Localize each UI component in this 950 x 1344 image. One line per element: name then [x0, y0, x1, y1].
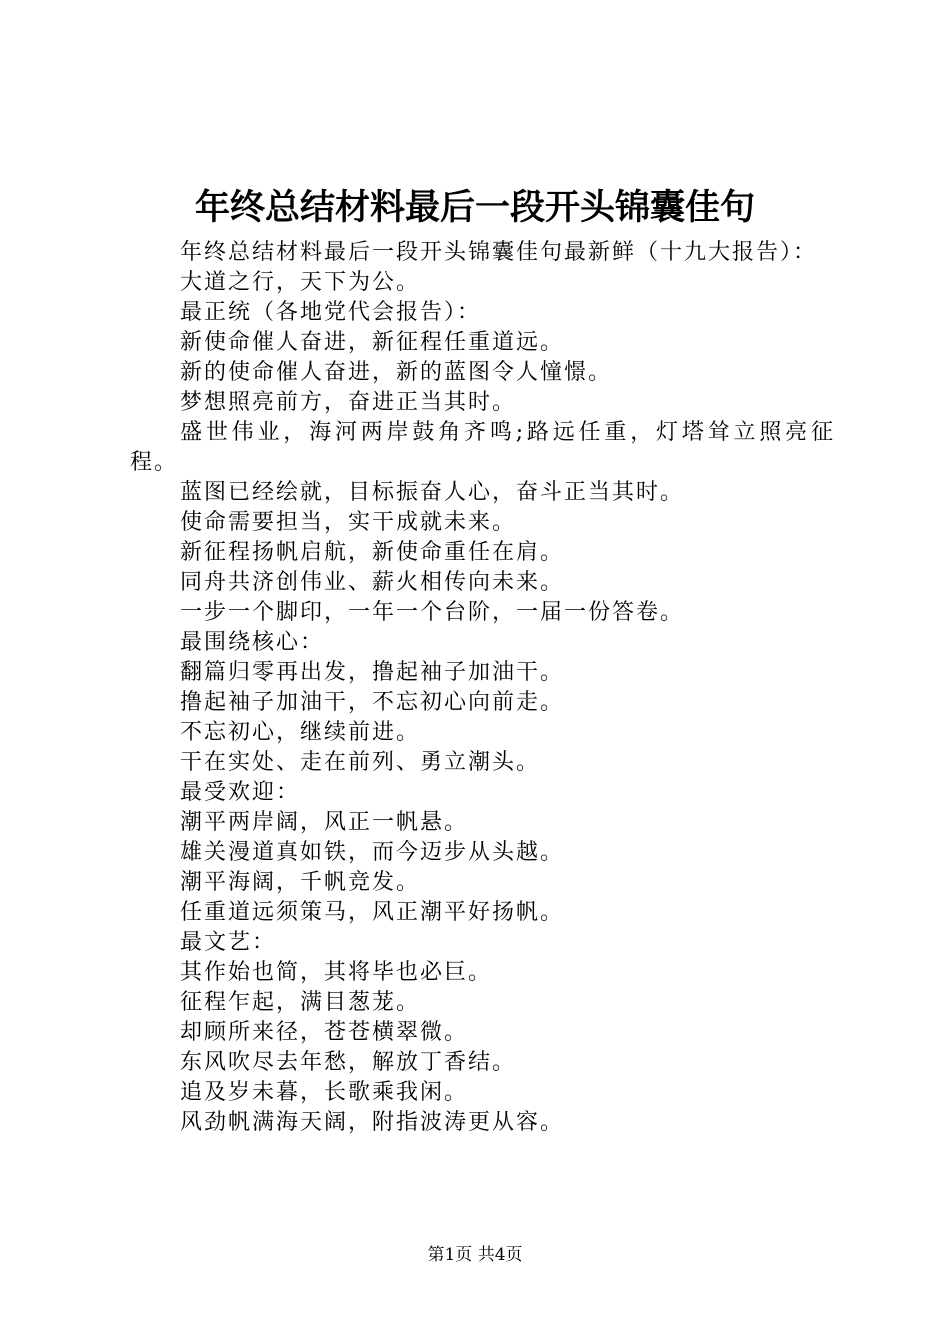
- paragraph: 最围绕核心：: [180, 630, 325, 655]
- paragraph: 梦想照亮前方，奋进正当其时。: [180, 390, 517, 415]
- paragraph: 潮平两岸阔，风正一帆悬。: [180, 810, 469, 835]
- paragraph: 追及岁未暮，长歌乘我闲。: [180, 1080, 469, 1105]
- paragraph: 干在实处、走在前列、勇立潮头。: [180, 750, 541, 775]
- paragraph: 却顾所来径，苍苍横翠微。: [180, 1020, 469, 1045]
- paragraph: 新使命催人奋进，新征程任重道远。: [180, 330, 565, 355]
- paragraph: 最文艺：: [180, 930, 277, 955]
- paragraph: 翻篇归零再出发，撸起袖子加油干。: [180, 660, 565, 685]
- paragraph: 一步一个脚印，一年一个台阶，一届一份答卷。: [180, 600, 685, 625]
- paragraph: 最受欢迎：: [180, 780, 301, 805]
- paragraph: 撸起袖子加油干，不忘初心向前走。: [180, 690, 565, 715]
- paragraph: 蓝图已经绘就，目标振奋人心，奋斗正当其时。: [180, 480, 685, 505]
- paragraph: 潮平海阔，千帆竞发。: [180, 870, 421, 895]
- paragraph: 同舟共济创伟业、薪火相传向未来。: [180, 570, 565, 595]
- paragraph: 任重道远须策马，风正潮平好扬帆。: [180, 900, 565, 925]
- paragraph: 盛世伟业，海河两岸鼓角齐鸣;路远任重，灯塔耸立照亮征程。: [130, 420, 835, 475]
- paragraph: 年终总结材料最后一段开头锦囊佳句最新鲜（十九大报告）：: [180, 240, 818, 265]
- paragraph: 新征程扬帆启航，新使命重任在肩。: [180, 540, 565, 565]
- paragraph: 最正统（各地党代会报告）：: [180, 300, 482, 325]
- page-footer: 第1页 共4页: [427, 1245, 523, 1265]
- paragraph: 征程乍起，满目葱茏。: [180, 990, 421, 1015]
- document-body: [130, 238, 835, 1138]
- paragraph: 大道之行，天下为公。: [180, 270, 421, 295]
- paragraph: 不忘初心，继续前进。: [180, 720, 421, 745]
- document-title: 年终总结材料最后一段开头锦囊佳句: [194, 187, 755, 228]
- paragraph: 东风吹尽去年愁，解放丁香结。: [180, 1050, 517, 1075]
- paragraph: 使命需要担当，实干成就未来。: [180, 510, 517, 535]
- paragraph: 雄关漫道真如铁，而今迈步从头越。: [180, 840, 565, 865]
- paragraph: 新的使命催人奋进，新的蓝图令人憧憬。: [180, 360, 613, 385]
- paragraph: 风劲帆满海天阔，附指波涛更从容。: [180, 1110, 565, 1135]
- paragraph: 其作始也简，其将毕也必巨。: [180, 960, 493, 985]
